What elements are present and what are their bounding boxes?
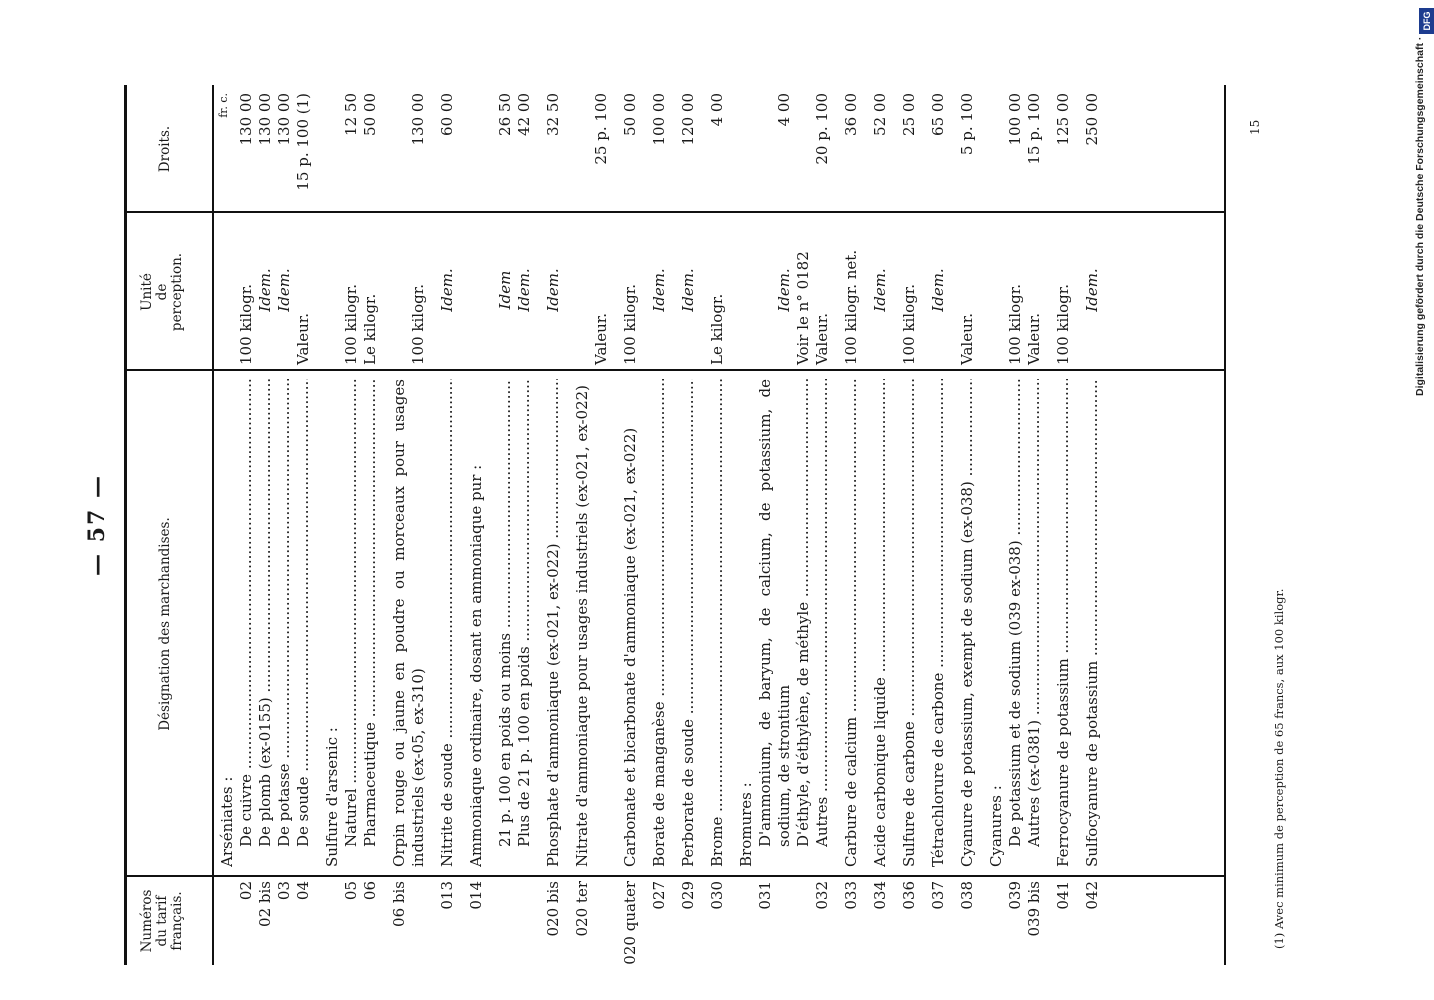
designation: D'éthyle, d'éthylène, de méthyle ..... (794, 379, 813, 847)
designation: Perborate de soude ..... (679, 379, 698, 867)
tariff-number: 020 ter (573, 881, 591, 937)
duty-value: 4 00 (708, 93, 726, 127)
designation: Arséniates : (218, 776, 236, 867)
designation: Phosphate d'ammoniaque (ex-021, ex-022) ..... (544, 379, 563, 867)
duty-value: 32 50 (544, 93, 562, 136)
duty-value: 50 00 (361, 93, 379, 136)
unit-of-perception: 100 kilogr. (621, 283, 639, 365)
duty-value: 26 50 (496, 93, 514, 136)
header-num-line1: Numéros (139, 889, 155, 953)
tariff-number: 032 (813, 881, 831, 910)
header-num-line3: français. (169, 891, 185, 951)
tariff-number: 033 (842, 881, 860, 910)
tariff-number: 039 bis (1025, 881, 1043, 937)
tariff-number: 029 (679, 881, 697, 910)
designation: Autres ..... (813, 379, 832, 847)
tariff-number: 013 (438, 881, 456, 910)
tariff-number: 037 (929, 881, 947, 910)
table-top-rule (124, 85, 127, 965)
tariff-number: 020 quater (621, 881, 639, 965)
designation: D'ammonium, de baryum, de calcium, de potassium, de sodium, de strontium (756, 379, 793, 847)
duty-value: 15 p. 100 (1) (294, 93, 312, 191)
unit-of-perception: Idem. (515, 268, 533, 312)
designation: Acide carbonique liquide ..... (871, 379, 890, 867)
duty-value: 5 p. 100 (958, 93, 976, 156)
duty-value: 130 00 (409, 93, 427, 146)
designation: Cyanure de potassium, exempt de sodium (ex-038) ..... (958, 379, 977, 867)
unit-of-perception: 100 kilogr. (342, 283, 360, 365)
designation: Pharmaceutique ..... (361, 379, 380, 847)
tariff-number: 05 (342, 881, 360, 901)
designation: Brome ..... (708, 379, 727, 867)
unit-of-perception: Idem. (1083, 268, 1101, 312)
duty-value: 36 00 (842, 93, 860, 136)
tariff-number: 041 (1054, 881, 1072, 910)
column-divider-num (124, 876, 1224, 878)
duty-value: 120 00 (679, 93, 697, 146)
dfg-credit-text: Digitalisierung gefördert durch die Deutsche Forschungsgemeinschaft · (1414, 36, 1426, 396)
unit-of-perception: Idem. (929, 268, 947, 312)
unit-of-perception: Le kilogr. (361, 293, 379, 365)
page-header (78, 85, 118, 965)
designation: Carbonate et bicarbonate d'ammoniaque (ex-021, ex-022) (621, 427, 639, 867)
header-num-line2: du tarif (154, 895, 170, 947)
duty-value: 25 00 (900, 93, 918, 136)
designation: De soude ..... (294, 379, 313, 847)
footnote: (1) Avec minimum de perception de 65 francs, aux 100 kilogr. (1272, 588, 1286, 949)
duty-value: 100 00 (1006, 93, 1024, 146)
designation: 21 p. 100 en poids ou moins ..... (496, 379, 515, 847)
duty-value: 125 00 (1054, 93, 1072, 146)
tariff-number: 04 (294, 881, 312, 901)
unit-of-perception: 100 kilogr. (1054, 283, 1072, 365)
unit-of-perception: Valeur. (592, 312, 610, 365)
tariff-number: 06 bis (390, 881, 408, 927)
duty-value: 25 p. 100 (592, 93, 610, 165)
header-unite (140, 213, 185, 371)
tariff-number: 036 (900, 881, 918, 910)
currency-header: fr. c. (217, 93, 230, 118)
unit-of-perception: Idem. (775, 268, 793, 312)
dfg-sidebar (1414, 8, 1434, 396)
duty-value: 130 00 (275, 93, 293, 146)
unit-of-perception: Voir le n° 0182 (794, 251, 812, 365)
designation: Naturel ..... (342, 379, 361, 847)
designation: Cyanures : (987, 785, 1005, 867)
duty-value: 100 00 (650, 93, 668, 146)
unit-of-perception: Idem. (871, 268, 889, 312)
tariff-number: 02 (237, 881, 255, 901)
designation: Tétrachlorure de carbone ..... (929, 379, 948, 867)
unit-of-perception: 100 kilogr. net. (842, 249, 860, 365)
unit-of-perception: Valeur. (958, 312, 976, 365)
duty-value: 60 00 (438, 93, 456, 136)
tariff-number: 030 (708, 881, 726, 910)
unit-of-perception: Idem. (275, 268, 293, 312)
unit-of-perception: Valeur. (813, 312, 831, 365)
designation: Carbure de calcium ..... (842, 379, 861, 867)
designation: Ferrocyanure de potassium ..... (1054, 379, 1073, 867)
designation: De cuivre ..... (237, 379, 256, 847)
designation: Nitrate d'ammoniaque pour usages industriels (ex-021, ex-022) (573, 384, 591, 867)
table-bottom-rule (1224, 85, 1226, 965)
header-unit-line3: perception. (169, 252, 185, 332)
tariff-number: 031 (756, 881, 774, 910)
duty-value: 130 00 (237, 93, 255, 146)
duty-value: 42 00 (515, 93, 533, 136)
unit-of-perception: 100 kilogr. (1006, 283, 1024, 365)
duty-value: 130 00 (256, 93, 274, 146)
tariff-number: 034 (871, 881, 889, 910)
unit-of-perception: Idem. (679, 268, 697, 312)
header-numeros (140, 877, 185, 965)
header-unit-line1: Unité (139, 273, 155, 311)
tariff-number: 039 (1006, 881, 1024, 910)
header-unit-line2: de (154, 283, 170, 301)
designation: Sulfocyanure de potassium ..... (1083, 379, 1102, 867)
footer-page-number: 15 (1248, 119, 1262, 135)
tariff-number: 03 (275, 881, 293, 901)
designation: Sulfure d'arsenic : (323, 727, 341, 867)
duty-value: 50 00 (621, 93, 639, 136)
tariff-number: 014 (467, 881, 485, 910)
unit-of-perception: Idem. (438, 268, 456, 312)
header-designation: Désignation des marchandises. (157, 517, 173, 731)
unit-of-perception: Valeur. (294, 312, 312, 365)
designation: Nitrite de soude ..... (438, 379, 457, 867)
header-droits: Droits. (157, 125, 173, 173)
duty-value: 4 00 (775, 93, 793, 127)
tariff-number: 020 bis (544, 881, 562, 937)
designation: De potassium et de sodium (039 ex-038) ..... (1006, 379, 1025, 847)
tariff-number: 042 (1083, 881, 1101, 910)
duty-value: 52 00 (871, 93, 889, 136)
unit-of-perception: Idem. (256, 268, 274, 312)
tariff-number: 038 (958, 881, 976, 910)
duty-value: 15 p. 100 (1025, 93, 1043, 165)
duty-value: 20 p. 100 (813, 93, 831, 165)
unit-of-perception: Idem. (650, 268, 668, 312)
page-number: — 57 — (84, 474, 110, 576)
unit-of-perception: Idem (496, 270, 514, 310)
designation: Autres (ex-0381) ..... (1025, 379, 1044, 847)
designation: Bromures : (737, 782, 755, 867)
designation: Sulfure de carbone ..... (900, 379, 919, 867)
tariff-number: 06 (361, 881, 379, 901)
unit-of-perception: Valeur. (1025, 312, 1043, 365)
unit-of-perception: 100 kilogr. (237, 283, 255, 365)
designation: Ammoniaque ordinaire, dosant en ammoniaque pur : (467, 464, 485, 867)
header-bottom-rule (212, 85, 214, 965)
designation: Plus de 21 p. 100 en poids ..... (515, 379, 534, 847)
rotated-page (78, 85, 1318, 965)
duty-value: 65 00 (929, 93, 947, 136)
dfg-logo-text: DFG (1422, 11, 1432, 31)
duty-value: 250 00 (1083, 93, 1101, 146)
unit-of-perception: 100 kilogr. (900, 283, 918, 365)
column-divider-unit (124, 212, 1224, 214)
designation: De potasse ..... (275, 379, 294, 847)
unit-of-perception: 100 kilogr. (409, 283, 427, 365)
unit-of-perception: Le kilogr. (708, 293, 726, 365)
column-divider-des (124, 370, 1224, 372)
unit-of-perception: Idem. (544, 268, 562, 312)
tariff-number: 027 (650, 881, 668, 910)
duty-value: 12 50 (342, 93, 360, 136)
dfg-logo (1419, 8, 1434, 34)
designation: Orpin rouge ou jaune en poudre ou morceaux pour usages industriels (ex-05, ex-310) (390, 379, 427, 867)
designation: De plomb (ex-0155) ..... (256, 379, 275, 847)
tariff-number: 02 bis (256, 881, 274, 927)
designation: Borate de manganèse ..... (650, 379, 669, 867)
